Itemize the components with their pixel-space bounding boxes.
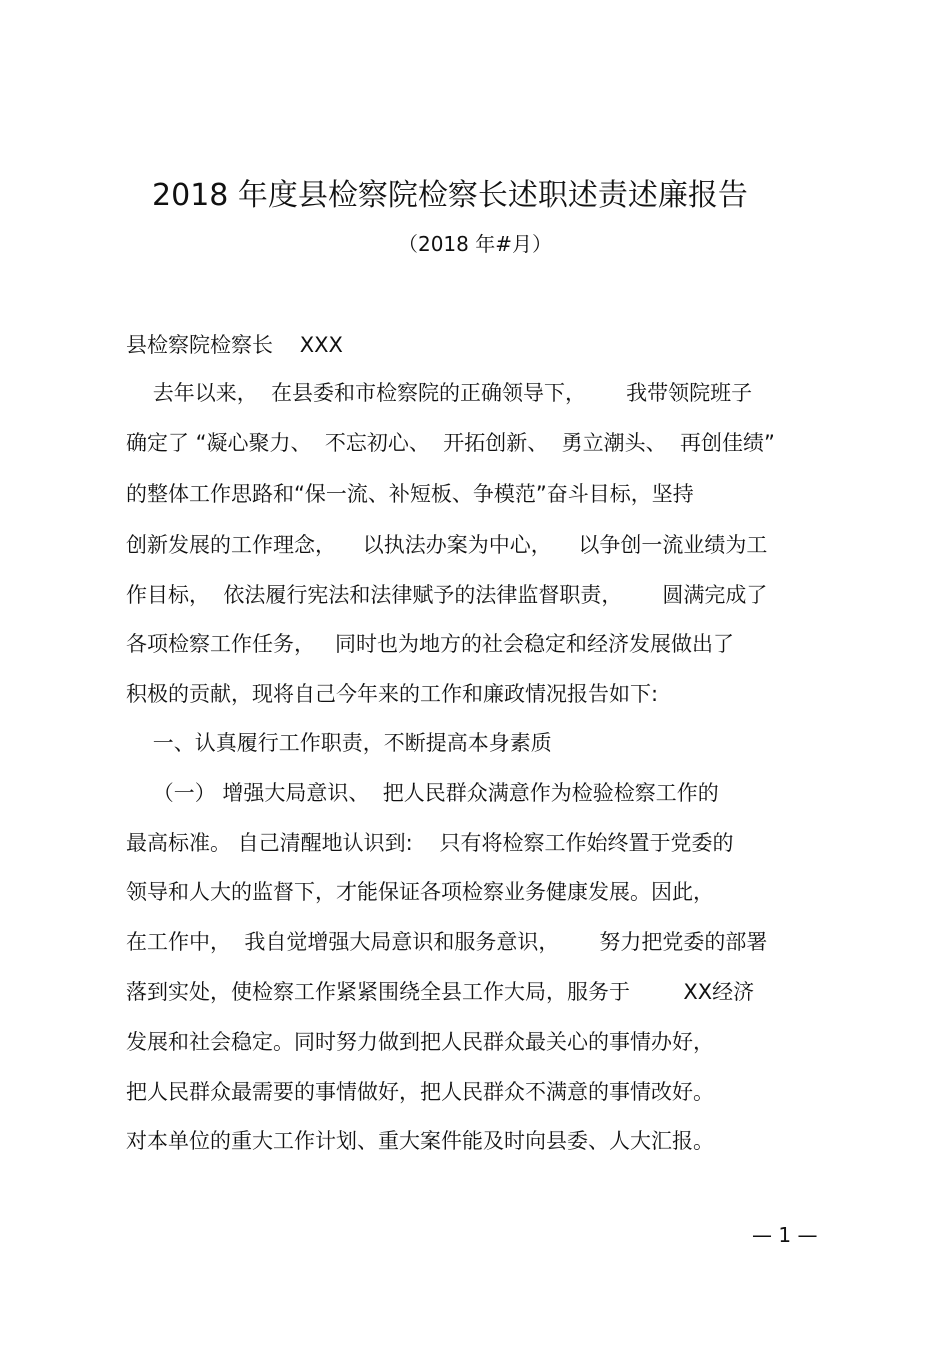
body-line: 作目标， 依法履行宪法和法律赋予的法律监督职责， 圆满完成了 bbox=[126, 583, 768, 607]
body-line: 的整体工作思路和“保一流、补短板、争模范”奋斗目标，坚持 bbox=[126, 482, 694, 506]
body-line: 在工作中， 我自觉增强大局意识和服务意识， 努力把党委的部署 bbox=[126, 930, 768, 954]
body-line: 创新发展的工作理念， 以执法办案为中心， 以争创一流业绩为工 bbox=[126, 533, 768, 557]
body-line: 各项检察工作任务， 同时也为地方的社会稳定和经济发展做出了 bbox=[126, 632, 735, 656]
body-line: 把人民群众最需要的事情做好，把人民群众不满意的事情改好。 bbox=[126, 1080, 714, 1104]
body-line: 去年以来， 在县委和市检察院的正确领导下， 我带领院班子 bbox=[126, 381, 753, 405]
body-line: 发展和社会稳定。同时努力做到把人民群众最关心的事情办好， bbox=[126, 1030, 714, 1054]
document-title: 2018 年度县检察院检察长述职述责述廉报告 bbox=[152, 178, 748, 213]
body-line: 确定了 “凝心聚力、 不忘初心、 开拓创新、 勇立潮头、 再创佳绩” bbox=[126, 431, 775, 455]
section-heading: 一、认真履行工作职责，不断提高本身素质 bbox=[126, 731, 552, 755]
body-line: 对本单位的重大工作计划、重大案件能及时向县委、人大汇报。 bbox=[126, 1129, 714, 1153]
subsection-heading-line: （一） 增强大局意识、 把人民群众满意作为检验检察工作的 bbox=[126, 781, 719, 805]
body-line: 领导和人大的监督下，才能保证各项检察业务健康发展。因此， bbox=[126, 880, 714, 904]
body-line: 落到实处，使检察工作紧紧围绕全县工作大局，服务于 XX经济 bbox=[126, 980, 755, 1004]
body-line: 积极的贡献，现将自己今年来的工作和廉政情况报告如下: bbox=[126, 682, 659, 706]
page-number: — 1 — bbox=[752, 1223, 818, 1247]
document-date: （2018 年#月） bbox=[397, 232, 552, 256]
author-line: 县检察院检察长 XXX bbox=[126, 333, 343, 357]
body-line: 最高标准。 自己清醒地认识到: 只有将检察工作始终置于党委的 bbox=[126, 831, 734, 855]
